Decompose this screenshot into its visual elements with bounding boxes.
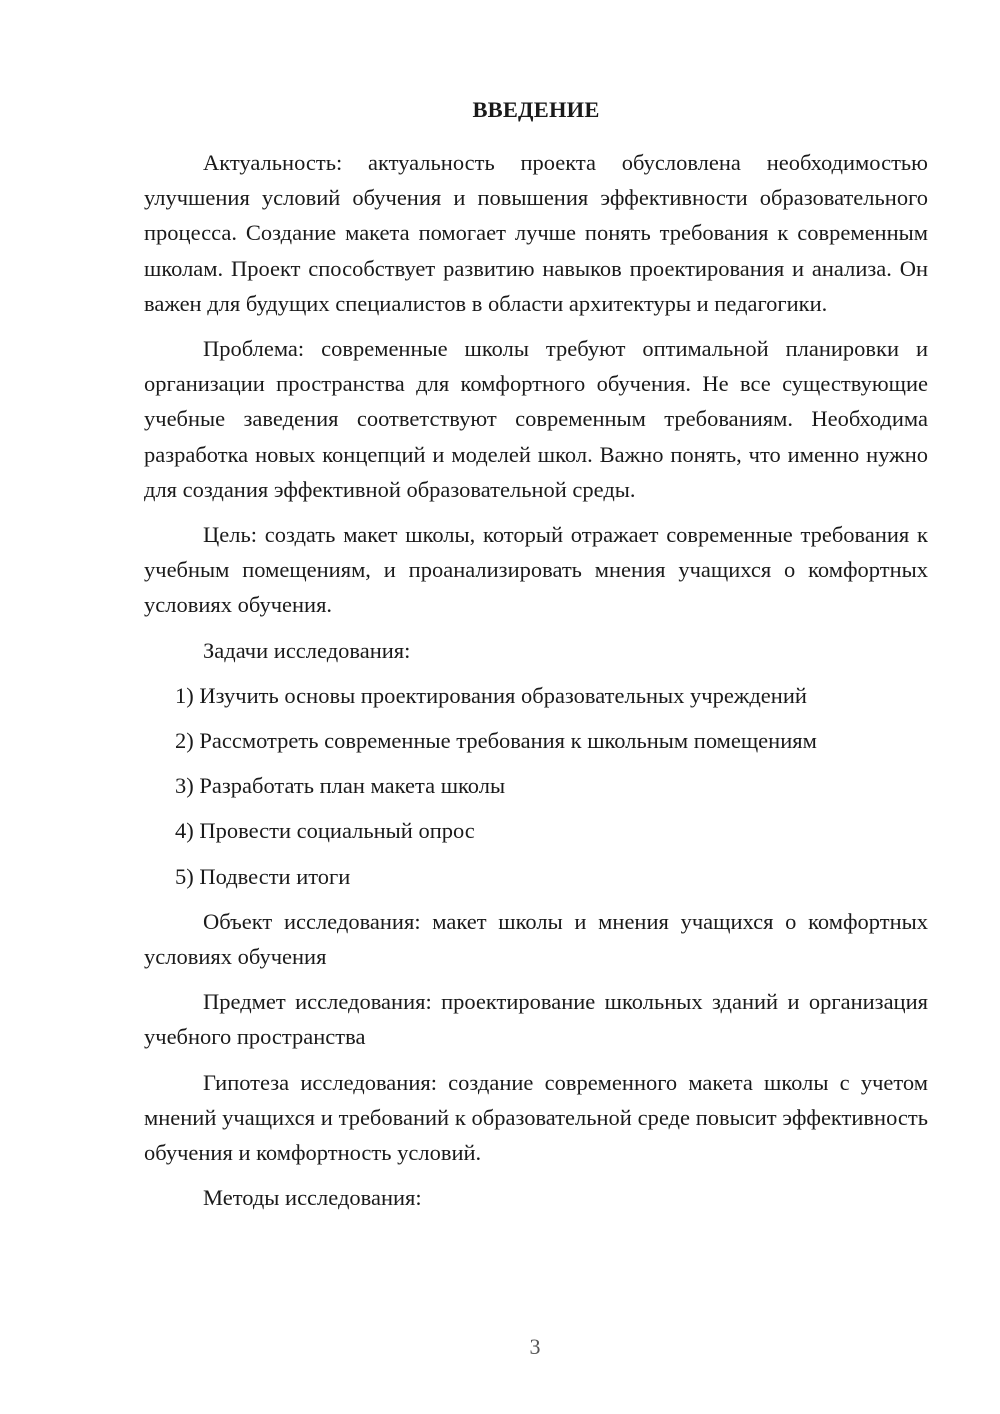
subject-paragraph: Предмет исследования: проектирование школьных зданий и организация учебного пространства bbox=[144, 989, 928, 1050]
relevance-paragraph: Актуальность: актуальность проекта обусловлена необходимостью улучшения условий обучения и повышения эффективности образовательного процесса. Создание макета помогает лучше понять требования к современным школам. Проект способствует развитию навыков проектирования и анализа. Он важен для будущих специалистов в области архитектуры и педагогики. bbox=[144, 150, 928, 316]
hypothesis-paragraph: Гипотеза исследования: создание современного макета школы с учетом мнений учащихся и требований к образовательной среде повысит эффективность обучения и комфортность условий. bbox=[144, 1069, 928, 1166]
task-item: 5) Подвести итоги bbox=[175, 863, 351, 889]
tasks-list bbox=[144, 678, 928, 894]
task-item: 2) Рассмотреть современные требования к школьным помещениям bbox=[175, 728, 817, 754]
problem-paragraph: Проблема: современные школы требуют оптимальной планировки и организации пространства для комфортного обучения. Не все существующие учебные заведения соответствуют современным требованиям. Необходима разработка новых концепций и моделей школ. Важно понять, что именно нужно для создания эффективной образовательной среды. bbox=[144, 336, 928, 502]
goal-paragraph: Цель: создать макет школы, который отражает современные требования к учебным помещениям, и проанализировать мнения учащихся о комфортных условиях обучения. bbox=[144, 522, 928, 618]
task-item: 3) Разработать план макета школы bbox=[175, 773, 506, 799]
tasks-heading: Задачи исследования: bbox=[203, 637, 411, 663]
task-item: 4) Провести социальный опрос bbox=[175, 818, 475, 844]
object-paragraph: Объект исследования: макет школы и мнения учащихся о комфортных условиях обучения bbox=[144, 908, 928, 970]
section-title: ВВЕДЕНИЕ bbox=[472, 97, 600, 122]
methods-heading: Методы исследования: bbox=[203, 1185, 422, 1211]
page-number: 3 bbox=[529, 1334, 541, 1359]
document-page bbox=[144, 92, 928, 1225]
task-item: 1) Изучить основы проектирования образовательных учреждений bbox=[175, 682, 807, 708]
